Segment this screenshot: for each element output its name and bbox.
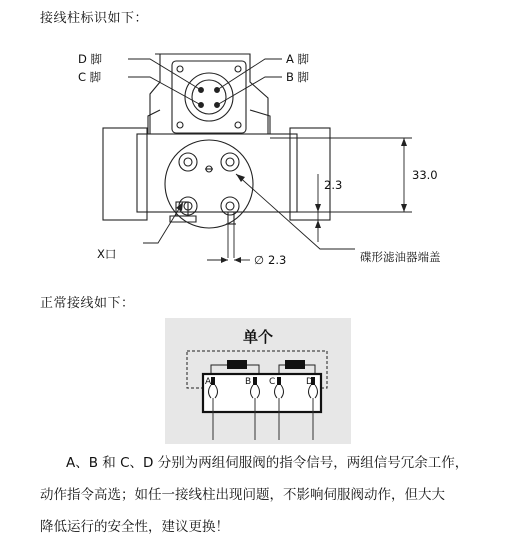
upper-frame-outline [150,54,268,134]
terminal-label-d: D [306,377,313,387]
port-x-label: X口 [97,247,117,261]
terminal-label-a: A [205,377,212,387]
dimension-diameter: 2.3 [268,253,287,267]
paragraph-line-3: 降低运行的安全性，建议更换！ [40,519,229,535]
pin-label-d: D 脚 [78,52,103,66]
section-heading-pin-labels: 接线柱标识如下： [40,11,149,26]
main-body-outline [137,134,297,212]
filter-cap-label: 碟形滤油器端盖 [360,250,441,264]
connector-drawing [0,24,523,274]
diameter-symbol: ∅ [254,253,265,267]
pin-label-b: B 脚 [286,70,310,84]
wiring-diagram [165,318,351,444]
terminal-label-c: C [269,377,276,387]
pin-label-c: C 脚 [78,70,102,84]
terminal-box [203,374,321,412]
right-block-outline [290,128,330,220]
dimension-33: 33.0 [412,168,438,182]
pin-label-a: A 脚 [286,52,310,66]
section-heading-normal-wiring: 正常接线如下： [40,296,135,311]
coil-ab-icon [227,360,247,369]
coil-cd-icon [285,360,305,369]
paragraph-line-2: 动作指令高选；如任一接线柱出现问题，不影响伺服阀动作，但大大 [40,487,445,503]
paragraph-line-1: A、B 和 C、D 分别为两组伺服阀的指令信号，两组信号冗余工作， [66,455,469,471]
terminal-label-b: B [245,377,252,387]
left-block-outline [103,128,147,220]
filter-cap-circle [165,140,253,228]
wiring-title: 单个 [242,328,274,346]
connector-square [172,61,246,133]
dimension-2-3-vertical: 2.3 [324,178,343,192]
